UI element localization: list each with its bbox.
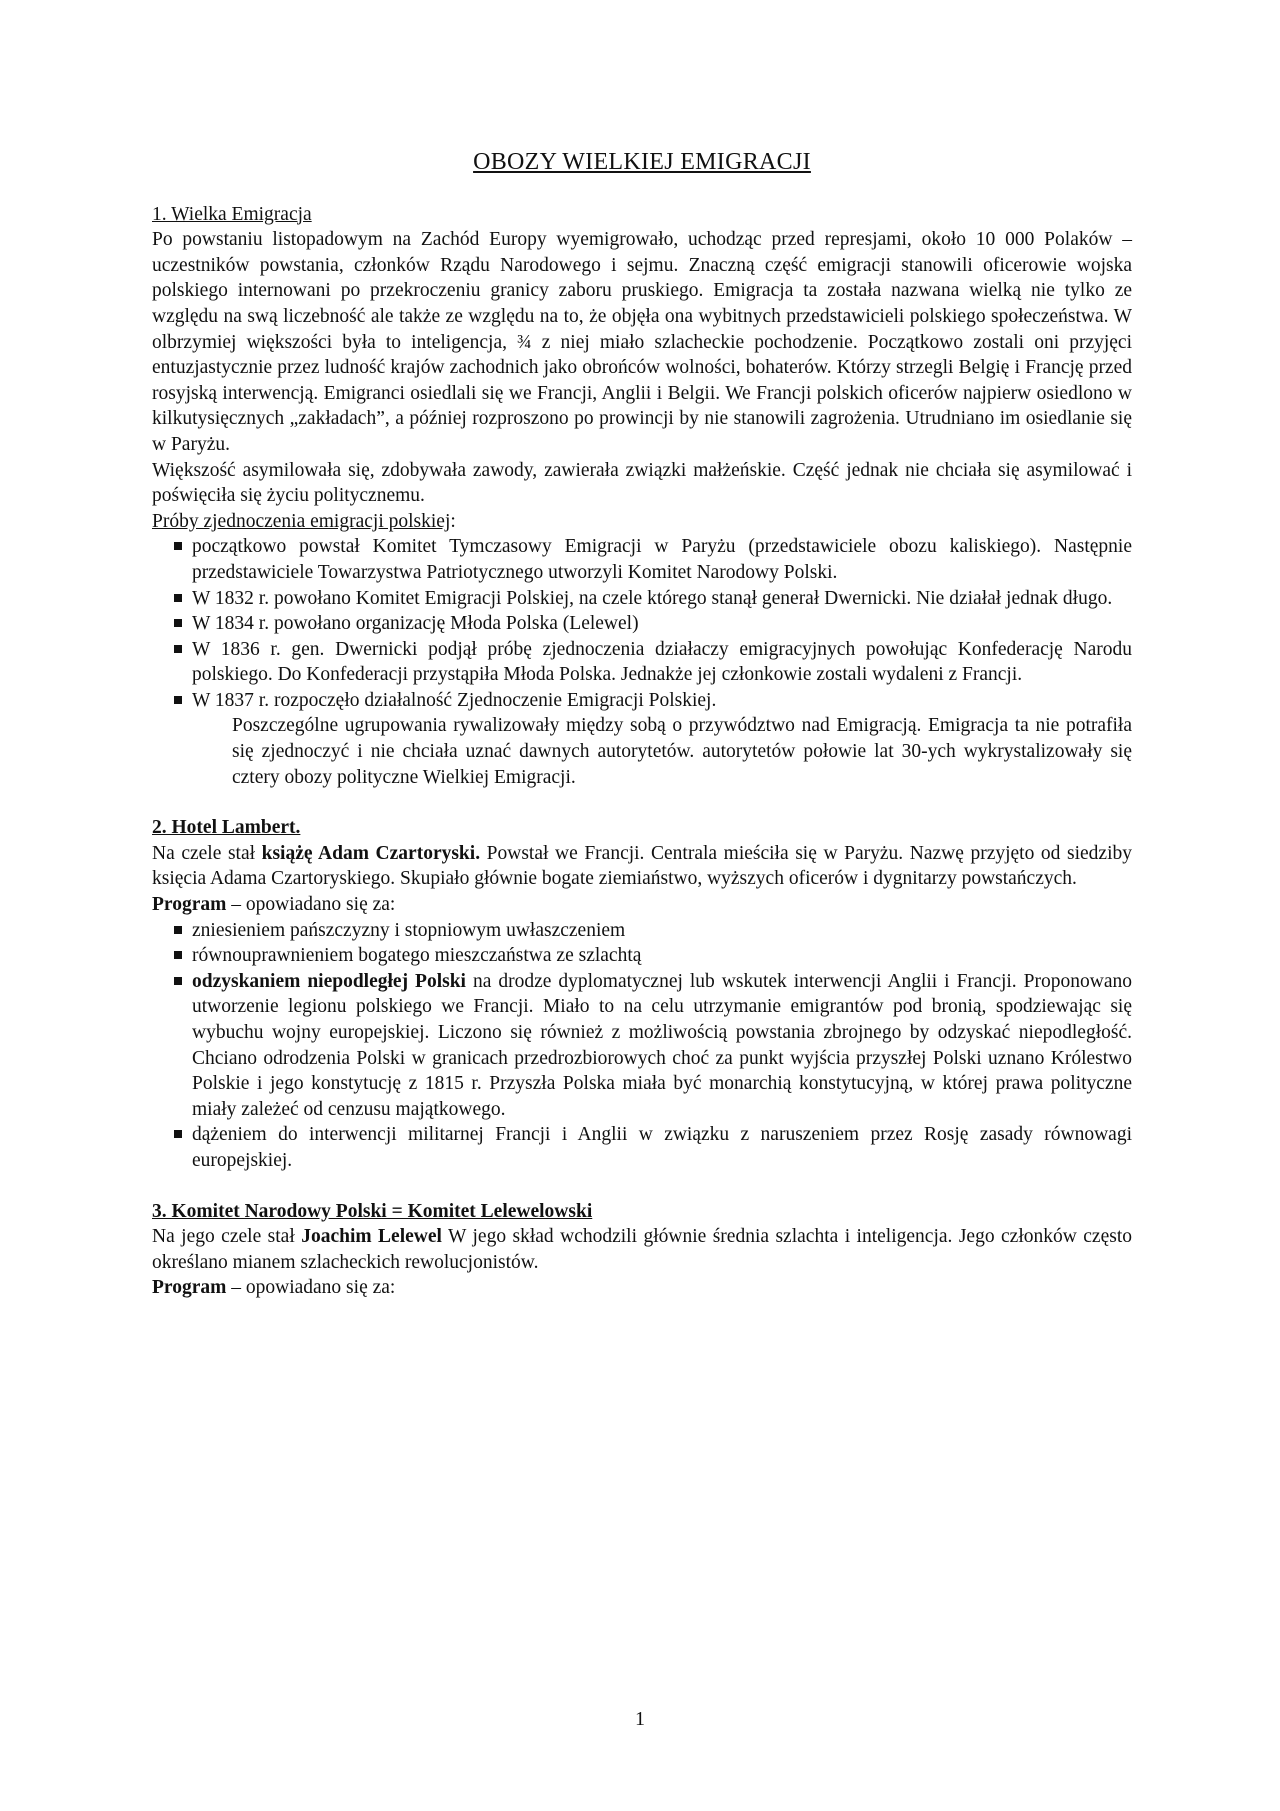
spacer: [152, 790, 1132, 815]
document-page: [152, 150, 1132, 1301]
list-item: początkowo powstał Komitet Tymczasowy Emigracji w Paryżu (przedstawiciele obozu kaliskiego). Następnie przedstawiciele Towarzystwa Patriotycznego utworzyli Komitet Narodowy Polski.: [152, 534, 1132, 585]
list-item: odzyskaniem niepodległej Polski na drodze dyplomatycznej lub wskutek interwencji Anglii i Francji. Proponowano utworzenie legionu polskiego we Francji. Miało to na celu utrzymanie emigrantów pod bronią, spodziewając się wybuchu wojny europejskiej. Liczono się również z możliwością powstania zbrojnego by odzyskać niepodległość. Chciano odrodzenia Polski w granicach przedrozbiorowych choć za punkt wyjścia przyszłej Polski uznano Królestwo Polskie i jego konstytucję z 1815 r. Przyszła Polska miała być monarchią konstytucyjną, w której prawa polityczne miały zależeć od cenzusu majątkowego.: [152, 969, 1132, 1123]
unification-attempts-list: [152, 534, 1132, 713]
section-3-intro: Na jego czele stał Joachim Lelewel W jego skład wchodzili głównie średnia szlachta i inteligencja. Jego członków często określano mianem szlacheckich rewolucjonistów.: [152, 1226, 1132, 1273]
section-2-program-list: [152, 918, 1132, 1174]
document-title: OBOZY WIELKIEJ EMIGRACJI: [473, 149, 811, 175]
spacer: [152, 1174, 1132, 1199]
unification-attempts-label: Próby zjednoczenia emigracji polskiej:: [152, 510, 456, 532]
list-item: W 1836 r. gen. Dwernicki podjął próbę zjednoczenia działaczy emigracyjnych powołując Konfederację Narodu polskiego. Do Konfederacji przystąpiła Młoda Polska. Jednakże jej członkowie zostali wydaleni z Francji.: [152, 637, 1132, 688]
section-1-closing: Poszczególne ugrupowania rywalizowały między sobą o przywództwo nad Emigracją. Emigracja ta nie potrafiła się zjednoczyć i nie chciała uznać dawnych autorytetów. autorytetów połowie lat 30-ych wykrystalizowały się cztery obozy polityczne Wielkiej Emigracji.: [232, 715, 1132, 788]
section-2-program: Program – opowiadano się za:: [152, 894, 396, 916]
section-2-heading: 2. Hotel Lambert.: [152, 817, 301, 839]
list-item: zniesieniem pańszczyzny i stopniowym uwłaszczeniem: [152, 918, 1132, 944]
list-item: W 1834 r. powołano organizację Młoda Polska (Lelewel): [152, 611, 1132, 637]
section-3-heading: 3. Komitet Narodowy Polski = Komitet Lelewelowski: [152, 1200, 593, 1222]
section-1-paragraph-2: Większość asymilowała się, zdobywała zawody, zawierała związki małżeńskie. Część jednak nie chciała się asymilować i poświęciła się życiu politycznemu.: [152, 459, 1132, 507]
list-item: W 1832 r. powołano Komitet Emigracji Polskiej, na czele którego stanął generał Dwernicki. Nie działał jednak długo.: [152, 586, 1132, 612]
list-item: W 1837 r. rozpoczęło działalność Zjednoczenie Emigracji Polskiej.: [152, 688, 1132, 714]
section-1-heading: 1. Wielka Emigracja: [152, 203, 312, 225]
list-item: dążeniem do interwencji militarnej Francji i Anglii w związku z naruszeniem przez Rosję zasady równowagi europejskiej.: [152, 1122, 1132, 1173]
list-item: równouprawnieniem bogatego mieszczaństwa ze szlachtą: [152, 943, 1132, 969]
section-1-paragraph: Po powstaniu listopadowym na Zachód Europy wyemigrowało, uchodząc przed represjami, około 10 000 Polaków – uczestników powstania, członków Rządu Narodowego i sejmu. Znaczną część emigracji stanowili oficerowie wojska polskiego internowani po przekroczeniu granicy zaboru pruskiego. Emigracja ta została nazwana wielką nie tylko ze względu na swą liczebność ale także ze względu na to, że objęła ona wybitnych przedstawicieli polskiego społeczeństwa. W olbrzymiej większości była to inteligencja, ¾ z niej miało szlacheckie pochodzenie. Początkowo zostali oni przyjęci entuzjastycznie przez ludność krajów zachodnich jako obrońców wolności, bohaterów. Którzy strzegli Belgię i Francję przed rosyjską interwencją. Emigranci osiedlali się we Francji, Anglii i Belgii. We Francji polskich oficerów najpierw osiedlono w kilkutysięcznych „zakładach”, a później rozproszono po prowincji by nie stanowili zagrożenia. Utrudniano im osiedlanie się w Paryżu.: [152, 229, 1132, 455]
section-3-program: Program – opowiadano się za:: [152, 1277, 396, 1299]
section-2-intro: Na czele stał książę Adam Czartoryski. Powstał we Francji. Centrala mieściła się w Paryżu. Nazwę przyjęto od siedziby księcia Adama Czartoryskiego. Skupiało głównie bogate ziemiaństwo, wyższych oficerów i dygnitarzy powstańczych.: [152, 842, 1133, 890]
page-number: 1: [635, 1708, 645, 1730]
